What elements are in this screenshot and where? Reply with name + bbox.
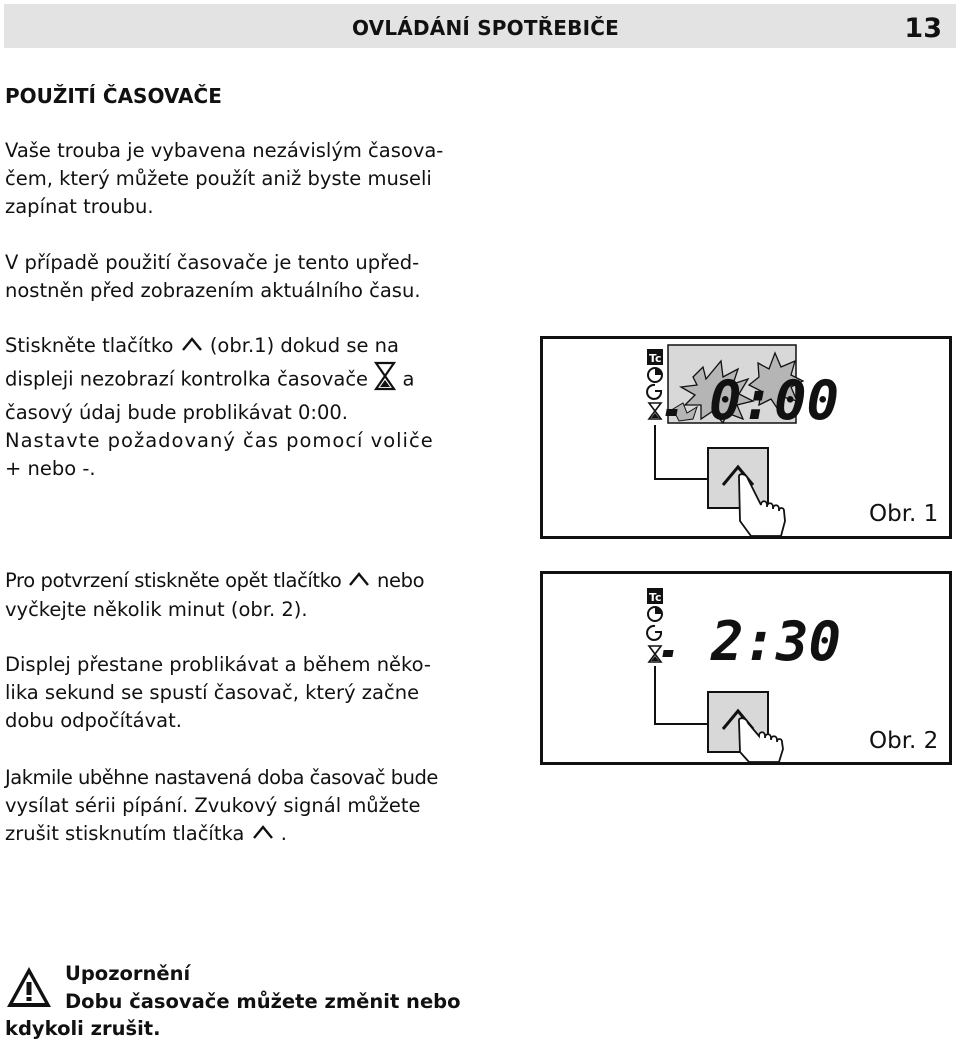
text-line [5, 567, 465, 596]
text-line: Nastavte požadovaný čas pomocí voliče [5, 428, 434, 452]
tc-icon [647, 349, 663, 365]
page-number: 13 [904, 13, 942, 44]
paragraph-set-timer [5, 332, 465, 483]
text-segment: a [402, 367, 415, 390]
text-line: vysílat sérii pípání. Zvukový signál můžete [5, 794, 421, 817]
chevron-up-icon [180, 333, 204, 361]
figure-1 [540, 336, 952, 539]
text-segment: Pro potvrzení stiskněte opět tlačítko [5, 569, 342, 592]
warning-text-line: Dobu časovače můžete změnit nebo [65, 990, 461, 1013]
hourglass-icon [374, 361, 396, 399]
chevron-up-icon [251, 821, 275, 849]
paragraph-countdown [5, 651, 465, 735]
text-line: Jakmile uběhne nastavená doba časovač bude [5, 766, 438, 789]
text-line: + nebo -. [5, 456, 96, 480]
page-header [4, 4, 956, 48]
chevron-up-icon [347, 568, 371, 596]
tc-icon [647, 588, 663, 604]
text-line [5, 361, 465, 399]
text-line: Vaše trouba je vybavena nezávislým časova- [5, 139, 444, 162]
display-digits: 2:30 [711, 610, 842, 673]
text-segment: zrušit stisknutím tlačítka [5, 822, 245, 845]
paragraph-beep [5, 764, 465, 849]
text-line: V případě použití časovače je tento upřed- [5, 251, 420, 274]
text-line: Displej přestane problikávat a během něko- [5, 653, 431, 676]
figure-1-label: Obr. 1 [869, 501, 939, 527]
warning-text-line: kdykoli zrušit. [5, 1017, 161, 1040]
text-line: časový údaj bude problikávat 0:00. [5, 400, 348, 424]
hourglass-icon [649, 403, 661, 419]
warning-triangle-icon [5, 965, 53, 1013]
clock-icon [648, 607, 662, 621]
paragraph-priority [5, 249, 465, 305]
text-line: čem, který můžete použít aniž byste museli [5, 167, 432, 190]
end-time-icon [647, 385, 662, 399]
text-segment: displeji nezobrazí kontrolka časovače [5, 367, 369, 390]
text-segment: nebo [377, 569, 425, 592]
paragraph-intro [5, 137, 465, 221]
header-title: OVLÁDÁNÍ SPOTŘEBIČE [352, 16, 619, 40]
text-line [5, 332, 465, 361]
text-segment: (obr.1) dokud se na [209, 334, 399, 357]
text-segment: . [280, 822, 287, 845]
warning-title: Upozornění [65, 962, 191, 985]
text-line: nostněn před zobrazením aktuálního času. [5, 279, 421, 302]
figure-2-label: Obr. 2 [869, 728, 939, 754]
figure-2 [540, 571, 952, 765]
end-time-icon [647, 626, 662, 640]
tc-icon-label: Tc [649, 352, 662, 365]
section-title: POUŽITÍ ČASOVAČE [5, 84, 222, 108]
text-line: zapínat troubu. [5, 195, 154, 218]
clock-icon [648, 368, 662, 382]
connector-line [655, 425, 708, 479]
text-line: dobu odpočítávat. [5, 709, 182, 732]
text-line: vyčkejte několik minut (obr. 2). [5, 597, 308, 621]
text-line [5, 820, 465, 849]
text-line: lika sekund se spustí časovač, který začne [5, 681, 420, 704]
connector-line [655, 666, 708, 724]
tc-icon-label: Tc [649, 591, 662, 604]
paragraph-confirm [5, 567, 465, 624]
display-digits: 0:00 [709, 369, 840, 432]
hourglass-icon [649, 646, 661, 662]
text-segment: Stiskněte tlačítko [5, 334, 174, 357]
